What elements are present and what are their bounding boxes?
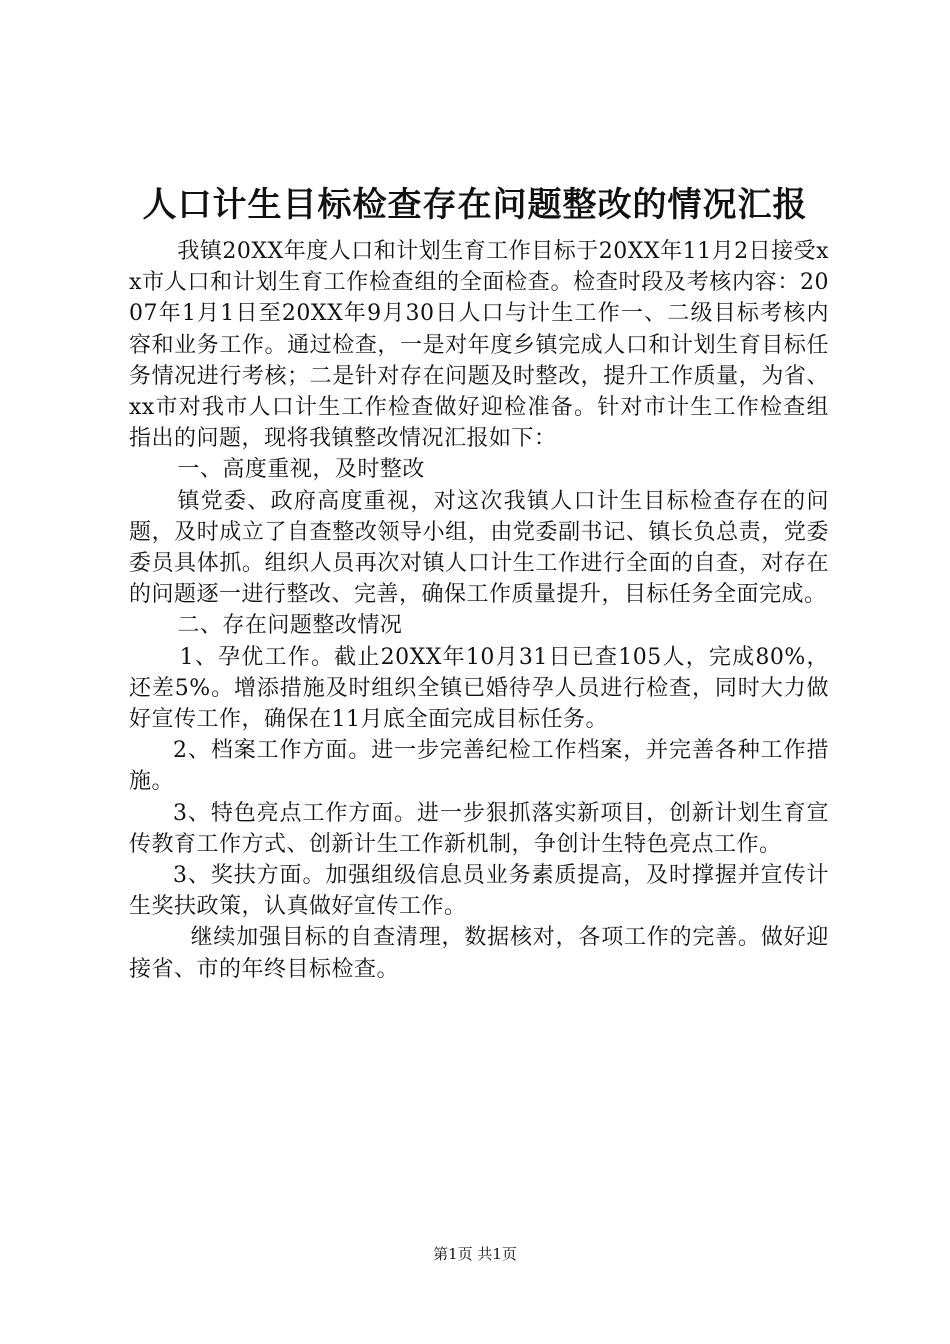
item-paragraph-3: 3、特色亮点工作方面。进一步狠抓落实新项目，创新计划生育宣传教育工作方式、创新计生工作新机制，争创计生特色亮点工作。: [129, 800, 829, 857]
intro-paragraph: 我镇20XX年度人口和计划生育工作目标于20XX年11月2日接受xx市人口和计划生育工作检查组的全面检查。检查时段及考核内容：2007年1月1日至20XX年9月30日人口与计生工作一、二级目标考核内容和业务工作。通过检查，一是对年度乡镇完成人口和计划生育目标任务情况进行考核；二是针对存在问题及时整改，提升工作质量，为省、xx市对我市人口计生工作检查做好迎检准备。针对市计生工作检查组指出的问题，现将我镇整改情况汇报如下：: [129, 239, 829, 452]
section-heading-1: 一、高度重视，及时整改: [177, 457, 425, 483]
item-paragraph-1: 1、孕优工作。截止20XX年10月31日已查105人，完成80%，还差5%。增添措施及时组织全镇已婚待孕人员进行检查，同时大力做好宣传工作，确保在11月底全面完成目标任务。: [129, 644, 829, 733]
page-footer: 第1页 共1页: [433, 1245, 517, 1263]
section-1-paragraph: 镇党委、政府高度重视，对这次我镇人口计生目标检查存在的问题，及时成立了自查整改领导小组，由党委副书记、镇长负总责，党委委员具体抓。组织人员再次对镇人口计生工作进行全面的自查，对存在的问题逐一进行整改、完善，确保工作质量提升，目标任务全面完成。: [129, 488, 829, 608]
item-paragraph-4: 3、奖扶方面。加强组级信息员业务素质提高，及时撑握并宣传计生奖扶政策，认真做好宣传工作。: [129, 863, 829, 920]
closing-paragraph: 继续加强目标的自查清理，数据核对，各项工作的完善。做好迎接省、市的年终目标检查。: [129, 925, 829, 982]
document-title: 人口计生目标检查存在问题整改的情况汇报: [142, 185, 808, 225]
item-paragraph-2: 2、档案工作方面。进一步完善纪检工作档案，并完善各种工作措施。: [129, 738, 829, 795]
document-body: [129, 236, 829, 985]
section-heading-2: 二、存在问题整改情况: [177, 613, 403, 639]
